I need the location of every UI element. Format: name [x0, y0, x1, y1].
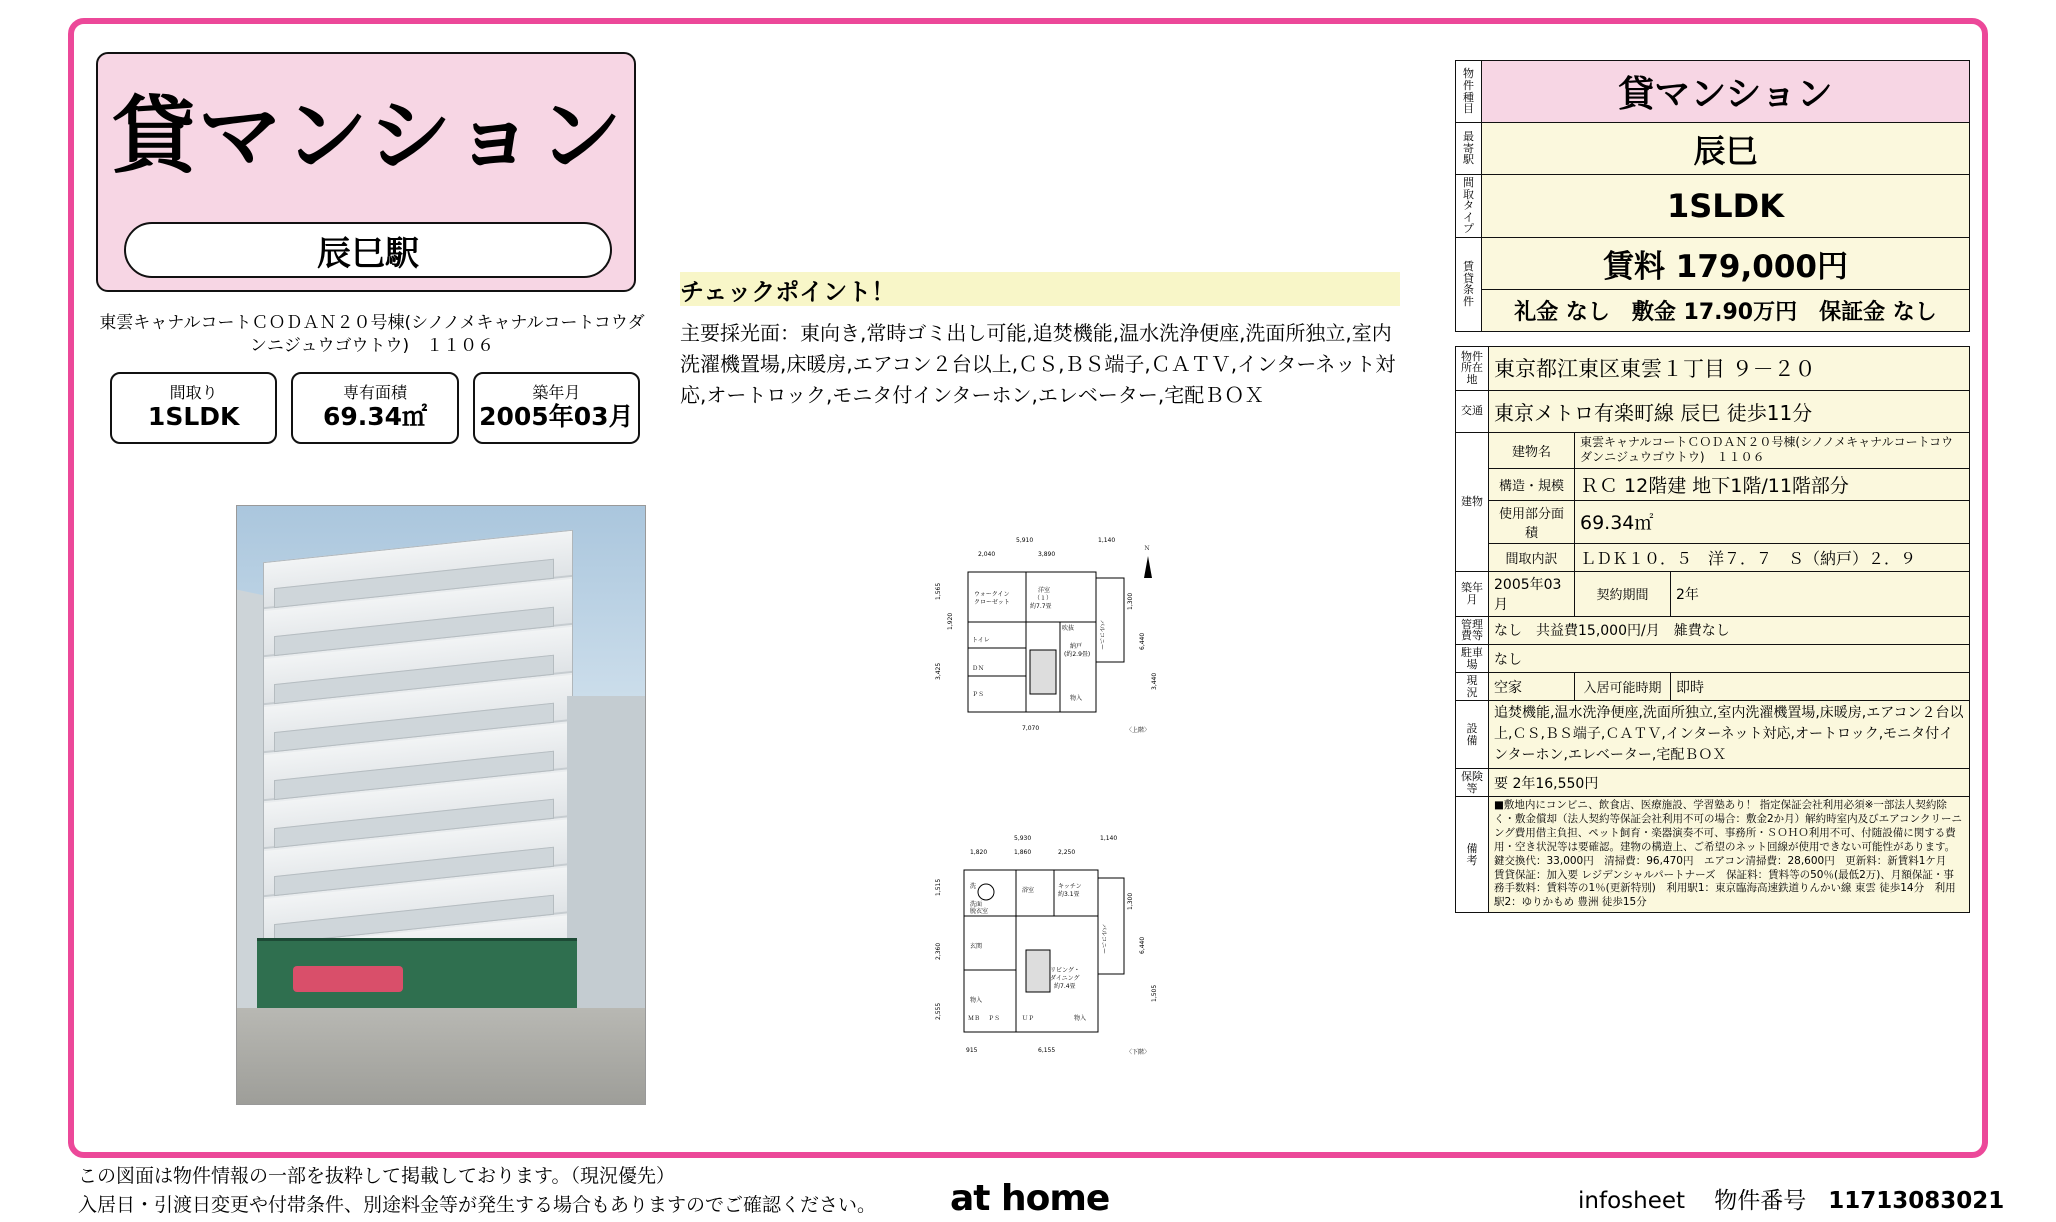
row-structure — [1456, 468, 1970, 500]
row-access — [1456, 390, 1970, 432]
svg-text:Ｎ: Ｎ — [1144, 545, 1151, 552]
label-insurance: 保険等 — [1456, 769, 1489, 797]
label-access: 交通 — [1456, 390, 1489, 432]
svg-text:1,860: 1,860 — [1014, 849, 1032, 856]
svg-text:〈下階〉: 〈下階〉 — [1126, 1049, 1151, 1056]
floorplan-upper — [930, 530, 1190, 750]
svg-text:1,300: 1,300 — [1127, 892, 1134, 910]
svg-text:1,920: 1,920 — [947, 612, 954, 630]
svg-text:6,440: 6,440 — [1139, 632, 1146, 650]
value-contract-period: 2年 — [1671, 571, 1970, 616]
label-built-date: 築年月 — [1456, 571, 1489, 616]
value-remarks: ■敷地内にコンビニ、飲食店、医療施設、学習塾あり！ 指定保証会社利用必須※一部法人契約除く・敷金償却（法人契約等保証会社利用不可の場合：敷金2か月）解約時室内及びエアコンクリーニング費用借主負担、ペット飼育・楽器演奏不可、事務所・ＳＯＨＯ利用不可、付随設備に関する費用・空き状況等は要確認。建物の構造上、ご希望のネット回線が使用できない可能性があります。 鍵交換代：33,000円 清掃費：96,470円 エアコン清掃費：28,600円 更新料：新賃料1ケ月 賃貸保証：加入要 レジデンシャルパートナーズ 保証料：賃料等の50％(最低2万)、月額保証・事務手数料：賃料等の1％(更新特別) 利用駅1：東京臨海高速鉄道りんかい線 東雲 徒歩14分 利用駅2：ゆりかもめ 豊洲 徒歩15分 — [1489, 797, 1970, 913]
spec-layout-label: 間取り — [169, 383, 218, 403]
value-area: 69.34㎡ — [1575, 500, 1970, 543]
svg-text:ダイニング: ダイニング — [1050, 975, 1080, 982]
value-deposit: 礼金 なし 敷金 17.90万円 保証金 なし — [1482, 289, 1970, 331]
svg-text:2,040: 2,040 — [978, 551, 996, 558]
value-insurance: 要 2年16,550円 — [1489, 769, 1970, 797]
value-layout-breakdown: ＬＤＫ１０．５ 洋７．７ Ｓ（納戸）２．９ — [1575, 543, 1970, 571]
row-parking — [1456, 645, 1970, 673]
label-area: 使用部分面積 — [1489, 500, 1575, 543]
row-status — [1456, 673, 1970, 701]
svg-text:1,820: 1,820 — [970, 849, 988, 856]
title-box — [96, 52, 636, 292]
svg-text:物入: 物入 — [1070, 695, 1083, 702]
floorplan-lower — [930, 830, 1190, 1070]
photo-shop-sign — [293, 966, 403, 992]
svg-text:洋室: 洋室 — [1038, 587, 1051, 594]
value-property-type: 貸マンション — [1482, 61, 1970, 123]
row-rent — [1456, 237, 1970, 289]
label-parking: 駐車場 — [1456, 645, 1489, 673]
svg-text:3,440: 3,440 — [1151, 672, 1158, 690]
svg-text:キッチン: キッチン — [1058, 883, 1082, 890]
row-layout-breakdown — [1456, 543, 1970, 571]
row-built-date — [1456, 571, 1970, 616]
row-remarks — [1456, 797, 1970, 913]
row-insurance — [1456, 769, 1970, 797]
svg-text:3,890: 3,890 — [1038, 551, 1056, 558]
label-layout-breakdown: 間取内訳 — [1489, 543, 1575, 571]
footer-note — [78, 1162, 978, 1219]
svg-text:（１）: （１） — [1034, 595, 1053, 602]
spec-built — [473, 372, 640, 444]
svg-text:3,425: 3,425 — [935, 662, 942, 680]
spec-row — [110, 372, 640, 444]
value-plan-type: 1SLDK — [1482, 175, 1970, 238]
svg-text:トイレ: トイレ — [972, 637, 990, 644]
row-building-name — [1456, 432, 1970, 468]
property-photo — [236, 505, 646, 1105]
infosheet-footer — [1578, 1182, 2004, 1215]
row-plan-type — [1456, 175, 1970, 238]
svg-text:(約2.9畳): (約2.9畳) — [1064, 651, 1091, 658]
value-management-fee: なし 共益費15,000円/月 雑費なし — [1489, 616, 1970, 644]
spec-built-value: 2005年03月 — [479, 401, 634, 431]
spec-built-label: 築年月 — [532, 383, 581, 403]
svg-text:1,565: 1,565 — [935, 582, 942, 600]
value-parking: なし — [1489, 645, 1970, 673]
summary-table — [1455, 60, 1970, 332]
value-status: 空家 — [1489, 673, 1575, 701]
svg-text:ＭＢ: ＭＢ — [968, 1015, 981, 1022]
svg-text:1,300: 1,300 — [1127, 592, 1134, 610]
spec-area-value: 69.34㎡ — [322, 401, 428, 431]
svg-text:納戸: 納戸 — [1070, 643, 1083, 650]
svg-text:7,070: 7,070 — [1022, 725, 1040, 732]
spec-layout — [110, 372, 277, 444]
svg-text:6,155: 6,155 — [1038, 1047, 1056, 1054]
footer-note-line1: この図面は物件情報の一部を抜粋して掲載しております。（現況優先） — [78, 1165, 675, 1187]
svg-text:物入: 物入 — [970, 997, 983, 1004]
spec-layout-value: 1SLDK — [147, 401, 240, 431]
checkpoint-body: 主要採光面：東向き,常時ゴミ出し可能,追焚機能,温水洗浄便座,洗面所独立,室内洗濯機置場,床暖房,エアコン２台以上,ＣＳ,ＢＳ端子,ＣＡＴＶ,インターネット対応,オートロック,モニタ付インターホン,エレベーター,宅配ＢＯＸ — [680, 321, 1396, 407]
station-title: 辰巳駅 — [124, 222, 612, 278]
label-contract-period: 契約期間 — [1575, 571, 1671, 616]
label-available-date: 入居可能時期 — [1575, 673, 1671, 701]
value-structure: ＲＣ 12階建 地下1階/11階部分 — [1575, 468, 1970, 500]
svg-text:バルコニー: バルコニー — [1100, 924, 1107, 955]
row-management-fee — [1456, 616, 1970, 644]
svg-text:ウォークイン: ウォークイン — [974, 591, 1010, 598]
svg-text:吹抜: 吹抜 — [1062, 625, 1075, 632]
svg-text:クローゼット: クローゼット — [974, 599, 1010, 606]
svg-text:1,140: 1,140 — [1100, 835, 1118, 842]
svg-text:ＤＮ: ＤＮ — [972, 665, 985, 672]
svg-text:ＵＰ: ＵＰ — [1022, 1015, 1035, 1022]
svg-text:〈上階〉: 〈上階〉 — [1126, 727, 1151, 734]
svg-text:2,555: 2,555 — [935, 1002, 942, 1020]
label-plan-type: 間取タイプ — [1456, 175, 1482, 238]
row-address — [1456, 346, 1970, 390]
svg-text:1,505: 1,505 — [1151, 984, 1158, 1002]
checkpoint-title: チェックポイント！ — [680, 272, 1400, 306]
svg-text:1,515: 1,515 — [935, 878, 942, 896]
value-facilities: 追焚機能,温水洗浄便座,洗面所独立,室内洗濯機置場,床暖房,エアコン２台以上,ＣＳ,ＢＳ端子,ＣＡＴＶ,インターネット対応,オートロック,モニタ付インターホン,エレベーター,宅配ＢＯＸ — [1489, 701, 1970, 769]
infosheet-label: infosheet — [1578, 1188, 1686, 1214]
svg-text:約7.4畳: 約7.4畳 — [1054, 983, 1076, 990]
label-structure: 構造・規模 — [1489, 468, 1575, 500]
svg-text:洗面: 洗面 — [970, 901, 983, 908]
svg-text:浴室: 浴室 — [1022, 887, 1035, 894]
value-available-date: 即時 — [1671, 673, 1970, 701]
summary-panel — [1455, 60, 1970, 913]
svg-text:約3.1畳: 約3.1畳 — [1058, 891, 1080, 898]
photo-main-building — [263, 530, 573, 1003]
label-status: 現 況 — [1456, 673, 1489, 701]
label-property-type: 物件種目 — [1456, 61, 1482, 123]
svg-text:バルコニー: バルコニー — [1098, 620, 1105, 651]
svg-text:6,440: 6,440 — [1139, 936, 1146, 954]
label-address: 物件所在地 — [1456, 346, 1489, 390]
value-rent: 賃料 179,000円 — [1482, 237, 1970, 289]
svg-text:1,140: 1,140 — [1098, 537, 1116, 544]
details-table — [1455, 346, 1970, 913]
label-management-fee: 管理費等 — [1456, 616, 1489, 644]
svg-text:玄関: 玄関 — [970, 943, 983, 950]
property-number-value: 11713083021 — [1828, 1188, 2005, 1214]
svg-text:リビング・: リビング・ — [1050, 967, 1080, 974]
athome-logo: at home — [950, 1178, 1110, 1219]
label-building-name: 建物名 — [1489, 432, 1575, 468]
label-rent-terms: 賃貸条件 — [1456, 237, 1482, 331]
value-access: 東京メトロ有楽町線 辰巳 徒歩11分 — [1489, 390, 1970, 432]
value-building-name: 東雲キャナルコートＣＯＤＡＮ２０号棟(シノノメキャナルコートコウダンニジュウゴウトウ) １１０６ — [1575, 432, 1970, 468]
building-name-text: 東雲キャナルコートＣＯＤＡＮ２０号棟(シノノメキャナルコートコウダンニジュウゴウトウ) １１０６ — [99, 313, 645, 356]
value-station: 辰巳 — [1482, 123, 1970, 175]
property-number-label: 物件番号 — [1714, 1188, 1807, 1214]
svg-text:5,910: 5,910 — [1016, 537, 1034, 544]
spec-area-label: 専有面積 — [342, 383, 407, 403]
label-facilities: 設 備 — [1456, 701, 1489, 769]
photo-neighbor-building — [567, 696, 645, 1016]
svg-text:物入: 物入 — [1074, 1015, 1087, 1022]
svg-text:約7.7畳: 約7.7畳 — [1030, 603, 1052, 610]
label-building: 建物 — [1456, 432, 1489, 571]
property-type-title: 貸マンション — [111, 86, 625, 185]
svg-text:ＰＳ: ＰＳ — [988, 1015, 1001, 1022]
value-built-date: 2005年03月 — [1489, 571, 1575, 616]
row-facilities — [1456, 701, 1970, 769]
spec-area — [291, 372, 458, 444]
svg-text:2,360: 2,360 — [935, 942, 942, 960]
svg-text:洗: 洗 — [970, 883, 977, 890]
label-station: 最寄駅 — [1456, 123, 1482, 175]
row-deposit — [1456, 289, 1970, 331]
svg-text:2,250: 2,250 — [1058, 849, 1076, 856]
svg-text:脱衣室: 脱衣室 — [970, 908, 989, 915]
label-remarks: 備 考 — [1456, 797, 1489, 913]
svg-text:915: 915 — [966, 1047, 978, 1054]
value-address: 東京都江東区東雲１丁目 ９－２０ — [1489, 346, 1970, 390]
row-area — [1456, 500, 1970, 543]
row-station — [1456, 123, 1970, 175]
svg-text:5,930: 5,930 — [1014, 835, 1032, 842]
photo-road — [237, 1008, 645, 1104]
svg-text:ＰＳ: ＰＳ — [972, 691, 985, 698]
row-property-type — [1456, 61, 1970, 123]
footer-note-line2: 入居日・引渡日変更や付帯条件、別途料金等が発生する場合もありますのでご確認ください。 — [78, 1193, 877, 1216]
